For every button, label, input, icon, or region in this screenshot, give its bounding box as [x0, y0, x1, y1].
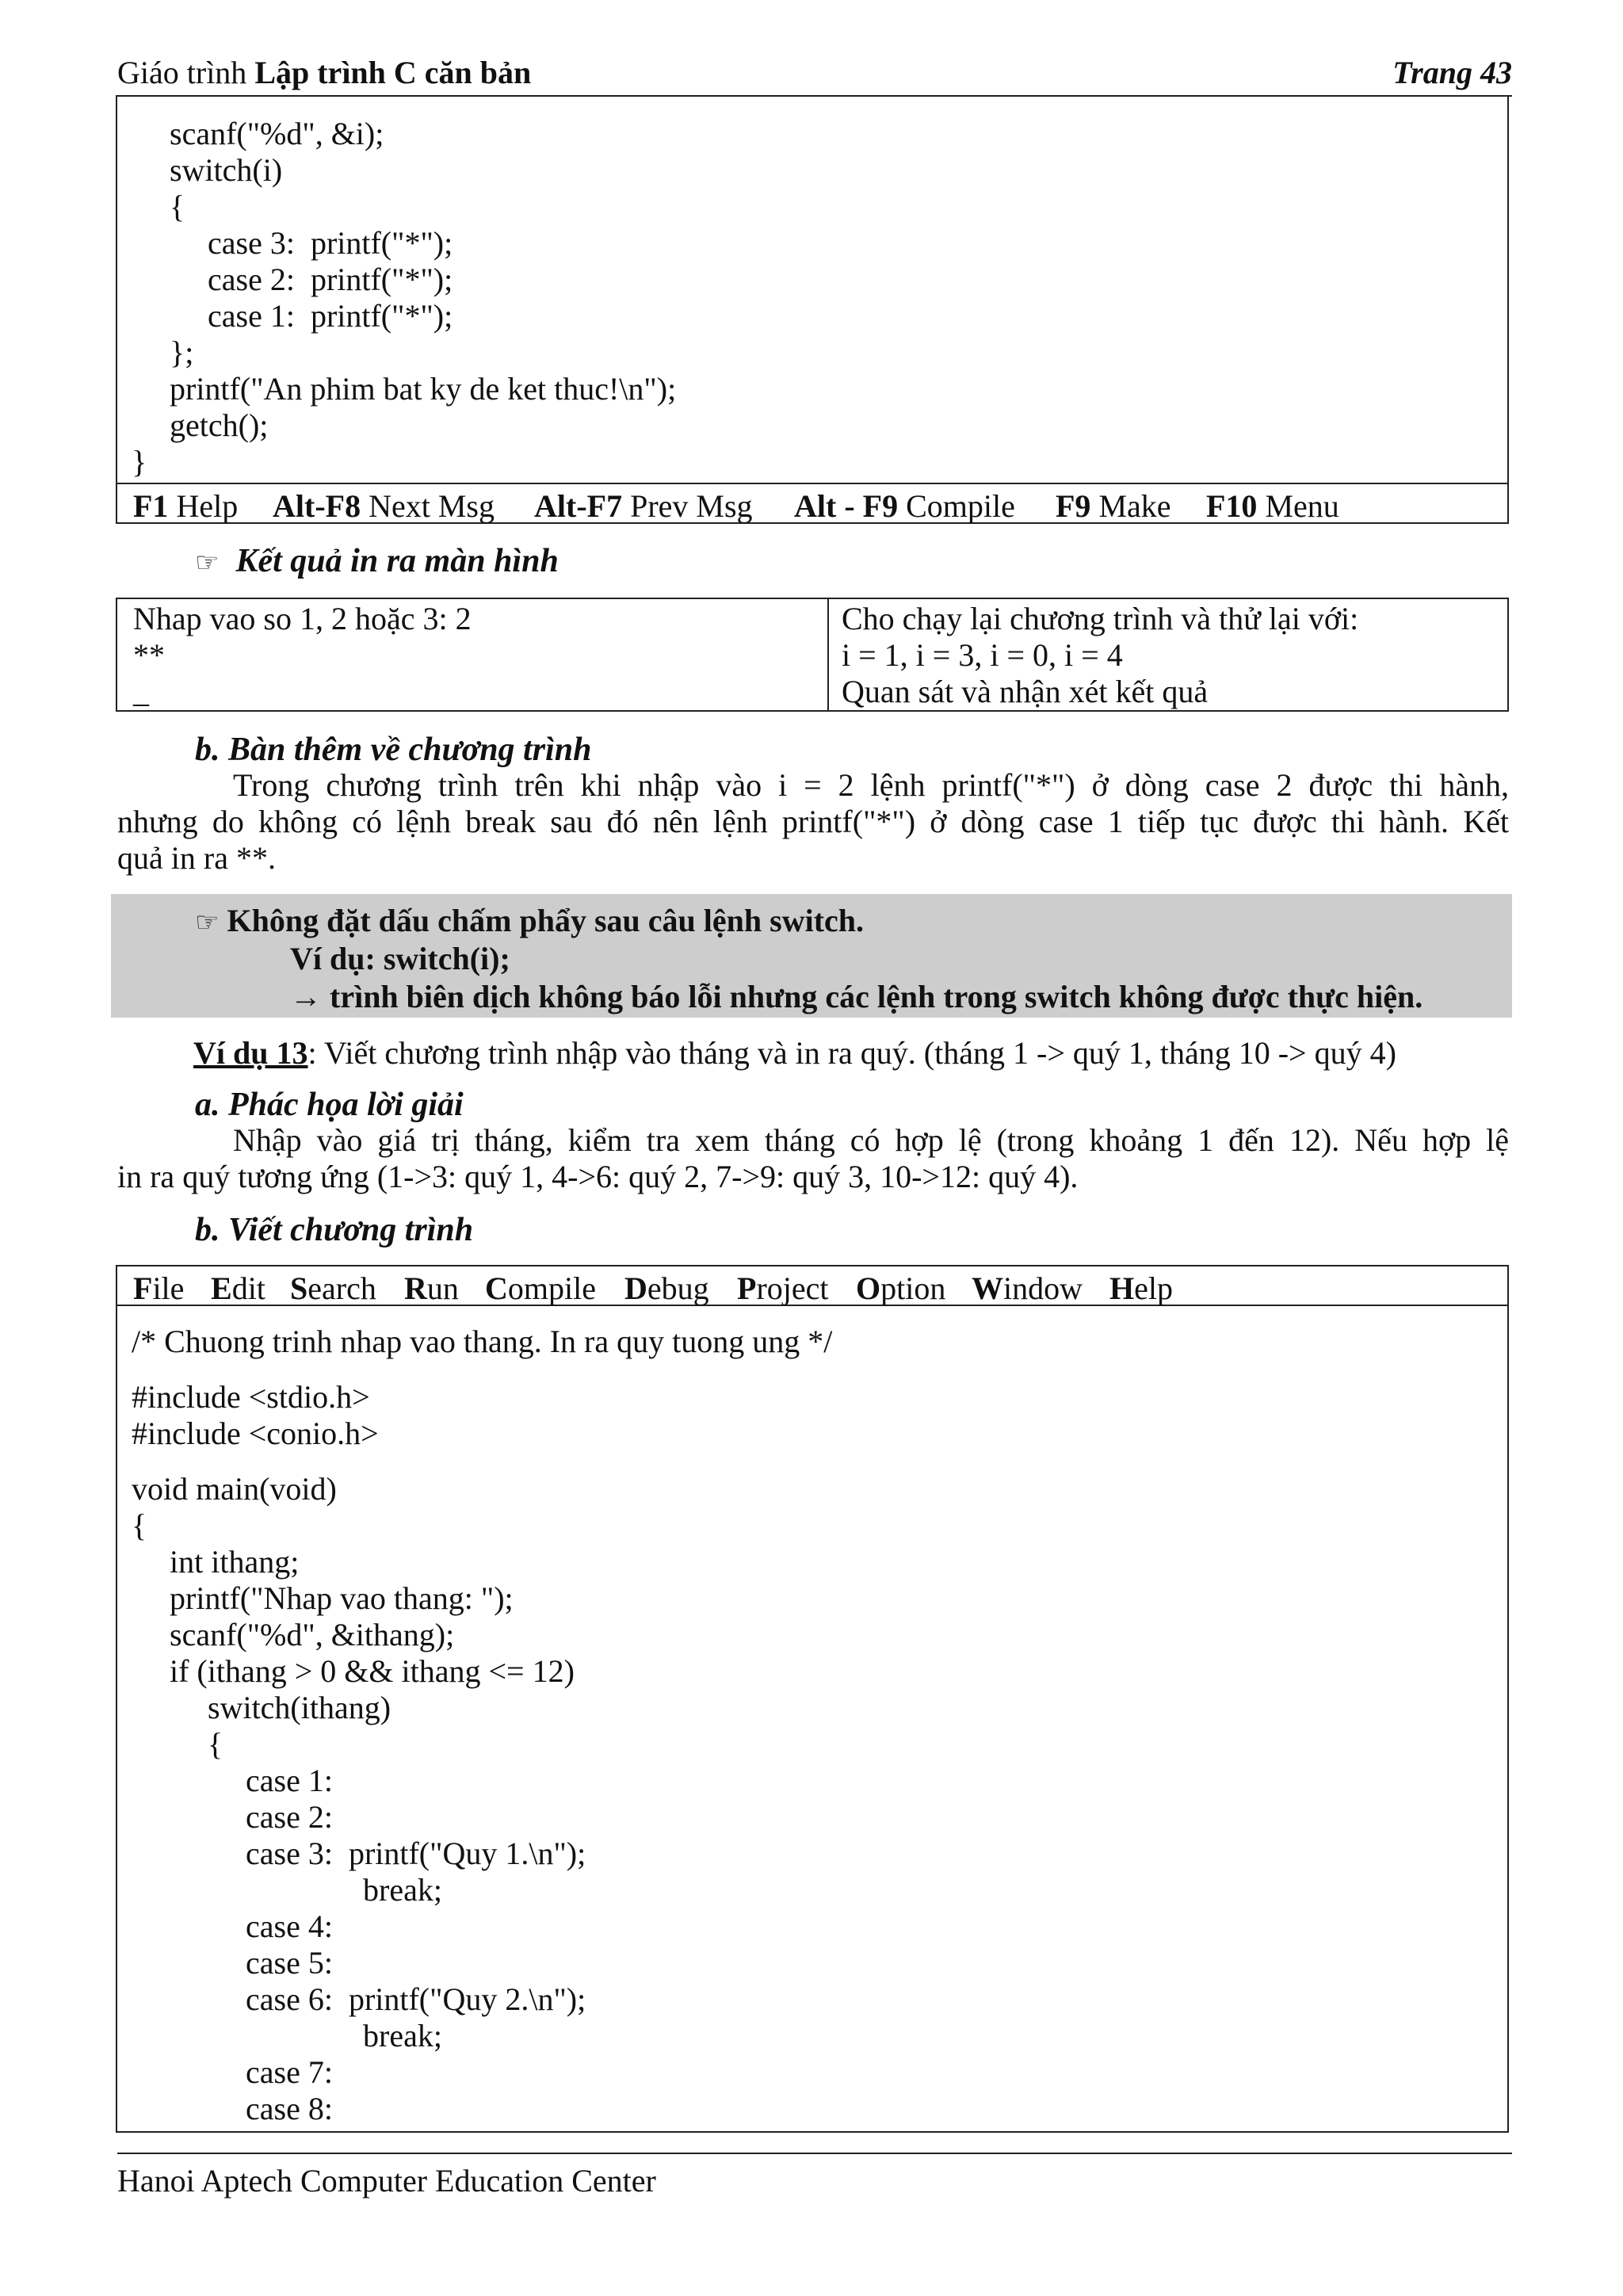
table-divider: [827, 599, 829, 710]
code-line: break;: [363, 2018, 442, 2053]
page-header: [117, 51, 1512, 97]
code-line: case 7:: [246, 2054, 333, 2090]
footer-text: Hanoi Aptech Computer Education Center: [117, 2163, 656, 2199]
header-prefix: Giáo trình: [117, 55, 255, 90]
menu-option[interactable]: Option: [856, 1270, 946, 1306]
note-line: → trình biên dịch không báo lỗi nhưng các lệnh trong switch không được thực hiện.: [290, 979, 1423, 1014]
code-line: scanf("%d", &ithang);: [170, 1617, 455, 1652]
paragraph-line: Trong chương trình trên khi nhập vào i = 2 lệnh printf("*") ở dòng case 2 được thi hành,: [233, 767, 1509, 803]
paragraph-line: quả in ra **.: [117, 840, 276, 876]
result-heading: ☞ Kết quả in ra màn hình: [195, 543, 559, 579]
menu-edit[interactable]: Edit: [211, 1270, 265, 1306]
page-number: Trang 43: [1392, 55, 1512, 90]
page-footer: [117, 2153, 1512, 2199]
status-item-prev-msg[interactable]: Alt-F7 Prev Msg: [534, 488, 753, 524]
code-line: case 2:: [246, 1799, 333, 1835]
code-line: #include <conio.h>: [132, 1415, 379, 1451]
menu-window[interactable]: Window: [972, 1270, 1083, 1306]
header-title: [117, 54, 531, 91]
output-line: _: [133, 674, 149, 709]
menu-file[interactable]: File: [133, 1270, 185, 1306]
status-item-make[interactable]: F9 Make: [1056, 488, 1171, 524]
code-line: switch(i): [170, 152, 283, 188]
status-item-next-msg[interactable]: Alt-F8 Next Msg: [273, 488, 495, 524]
code-comment: /* Chuong trinh nhap vao thang. In ra quy tuong ung */: [132, 1324, 833, 1359]
menu-search[interactable]: Search: [290, 1270, 376, 1306]
menu-compile[interactable]: Compile: [485, 1270, 596, 1306]
instruction-line: Quan sát và nhận xét kết quả: [842, 674, 1209, 709]
code-line: }: [132, 444, 147, 479]
code-line: void main(void): [132, 1471, 337, 1507]
status-item-help[interactable]: F1 Help: [133, 488, 239, 524]
output-line: **: [133, 637, 165, 673]
pointing-hand-icon: ☞: [195, 908, 220, 938]
code-line: printf("Nhap vao thang: ");: [170, 1580, 514, 1616]
code-line: case 3: printf("Quy 1.\n");: [246, 1836, 586, 1871]
code-line: case 1:: [246, 1763, 333, 1798]
paragraph-line: Nhập vào giá trị tháng, kiểm tra xem tháng có hợp lệ (trong khoảng 1 đến 12). Nếu hợp lệ: [233, 1122, 1509, 1158]
section-heading: b. Bàn thêm về chương trình: [195, 732, 592, 768]
code-line: case 1: printf("*");: [208, 298, 453, 334]
code-line: scanf("%d", &i);: [170, 116, 384, 151]
menu-help[interactable]: Help: [1109, 1270, 1173, 1306]
code-line: getch();: [170, 407, 269, 443]
code-line: case 3: printf("*");: [208, 225, 453, 261]
result-table: [116, 598, 1509, 712]
code-line: case 5:: [246, 1945, 333, 1981]
menu-run[interactable]: Run: [404, 1270, 459, 1306]
ide-menu-bar: [116, 1265, 1509, 1306]
menu-debug[interactable]: Debug: [624, 1270, 709, 1306]
code-line: if (ithang > 0 && ithang <= 12): [170, 1653, 575, 1689]
status-item-compile[interactable]: Alt - F9 Compile: [794, 488, 1015, 524]
code-line: case 2: printf("*");: [208, 262, 453, 297]
menu-project[interactable]: Project: [737, 1270, 829, 1306]
code-line: {: [170, 189, 185, 224]
pointing-hand-icon: ☞: [195, 548, 220, 578]
section-heading: b. Viết chương trình: [195, 1212, 474, 1248]
code-line: {: [132, 1507, 147, 1543]
code-line: int ithang;: [170, 1544, 300, 1580]
code-line: case 4:: [246, 1908, 333, 1944]
ide-status-bar: [116, 483, 1509, 524]
code-line: printf("An phim bat ky de ket thuc!\n");: [170, 371, 677, 407]
code-line: switch(ithang): [208, 1690, 391, 1725]
code-line: case 8:: [246, 2091, 333, 2126]
code-line: {: [208, 1726, 223, 1762]
paragraph-line: nhưng do không có lệnh break sau đó nên lệnh printf("*") ở dòng case 1 tiếp tục được thi hành. Kết: [117, 804, 1509, 839]
section-heading: a. Phác họa lời giải: [195, 1087, 464, 1123]
status-item-menu[interactable]: F10 Menu: [1206, 488, 1339, 524]
note-example: Ví dụ: switch(i);: [290, 941, 510, 976]
instruction-line: i = 1, i = 3, i = 0, i = 4: [842, 637, 1123, 673]
note-box: [111, 894, 1512, 1018]
instruction-line: Cho chạy lại chương trình và thử lại với:: [842, 601, 1359, 636]
paragraph-line: in ra quý tương ứng (1->3: quý 1, 4->6: quý 2, 7->9: quý 3, 10->12: quý 4).: [117, 1159, 1079, 1194]
code-line: };: [170, 334, 194, 370]
code-line: break;: [363, 1872, 442, 1908]
header-book-title: Lập trình C căn bản: [254, 55, 532, 90]
output-line: Nhap vao so 1, 2 hoặc 3: 2: [133, 601, 472, 636]
code-line: case 6: printf("Quy 2.\n");: [246, 1981, 586, 2017]
example-label: Ví dụ 13: [193, 1035, 308, 1071]
example-line: Ví dụ 13: Viết chương trình nhập vào tháng và in ra quý. (tháng 1 -> quý 1, tháng 10 -> quý 4): [193, 1035, 1396, 1071]
note-line: ☞ Không đặt dấu chấm phẩy sau câu lệnh switch.: [195, 903, 865, 938]
code-line: #include <stdio.h>: [132, 1379, 370, 1415]
